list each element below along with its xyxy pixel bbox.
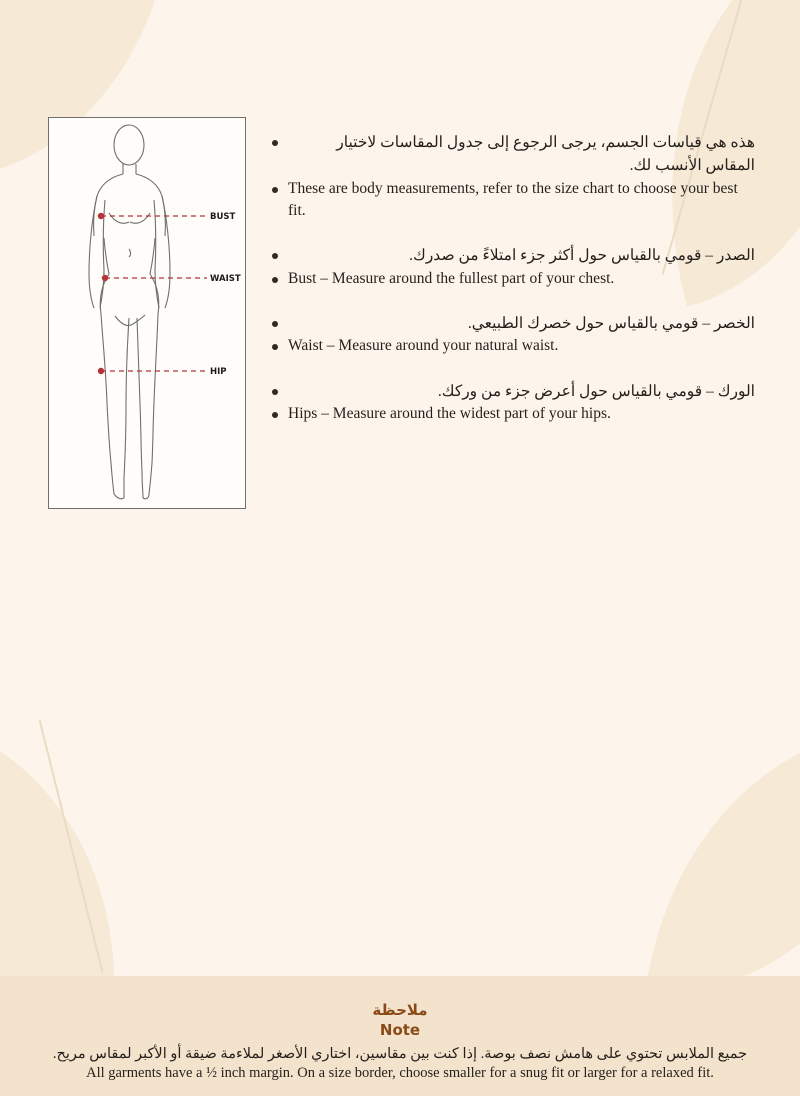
- instruction-arabic-row: [272, 244, 755, 267]
- figure-label-hip: HIP: [210, 367, 227, 377]
- instruction-arabic-text: هذه هي قياسات الجسم، يرجى الرجوع إلى جدول المقاسات لاختيار المقاس الأنسب لك.: [336, 134, 755, 175]
- figure-label-bust: BUST: [210, 212, 236, 222]
- bullet-dot-icon: [272, 187, 278, 193]
- leaf-decoration-bottom-right: [646, 701, 800, 1020]
- instruction-arabic-row: [272, 312, 755, 335]
- instruction-english-text: Bust – Measure around the fullest part of your chest.: [288, 269, 615, 287]
- instructions-list: [272, 117, 755, 509]
- bullet-dot-icon: [272, 389, 278, 395]
- footer-note: [0, 1001, 800, 1082]
- main-content: [0, 99, 800, 509]
- instruction-arabic-text: الصدر – قومي بالقياس حول أكثر جزء امتلاءً من صدرك.: [409, 247, 755, 265]
- instruction-english-text: These are body measurements, refer to the size chart to choose your best fit.: [288, 179, 738, 219]
- note-body-english: All garments have a ½ inch margin. On a size border, choose smaller for a snug fit or larger for a relaxed fit.: [86, 1065, 714, 1081]
- model-figure-frame: [48, 117, 246, 509]
- instruction-english-text: Waist – Measure around your natural waist.: [288, 337, 559, 355]
- instruction-item: [272, 244, 755, 290]
- figure-label-waist: WAIST: [210, 274, 241, 284]
- instruction-arabic-row: [272, 131, 755, 178]
- instruction-english-row: [272, 403, 755, 425]
- bullet-dot-icon: [272, 321, 278, 327]
- instruction-arabic-text: الخصر – قومي بالقياس حول خصرك الطبيعي.: [467, 315, 755, 333]
- bullet-dot-icon: [272, 344, 278, 350]
- bullet-dot-icon: [272, 277, 278, 283]
- bullet-dot-icon: [272, 253, 278, 259]
- instruction-english-row: [272, 178, 755, 223]
- bullet-dot-icon: [272, 140, 278, 146]
- instruction-english-text: Hips – Measure around the widest part of your hips.: [288, 405, 611, 423]
- instruction-item: [272, 380, 755, 426]
- note-title-english: Note: [379, 1021, 421, 1039]
- female-body-figure-icon: [49, 118, 245, 508]
- bullet-dot-icon: [272, 412, 278, 418]
- instruction-item: [272, 131, 755, 222]
- note-body-arabic: جميع الملابس تحتوي على هامش نصف بوصة. إذا كنت بين مقاسين، اختاري الأصغر لملاءمة ضيقة أو الأكبر لمقاس مريح.: [52, 1046, 748, 1062]
- instruction-english-row: [272, 335, 755, 357]
- instruction-arabic-text: الورك – قومي بالقياس حول أعرض جزء من وركك.: [437, 382, 755, 400]
- instruction-arabic-row: [272, 380, 755, 403]
- instruction-item: [272, 312, 755, 358]
- instruction-english-row: [272, 268, 755, 290]
- note-title-arabic: ملاحظة: [372, 1001, 428, 1019]
- model-figure-box: [48, 117, 244, 509]
